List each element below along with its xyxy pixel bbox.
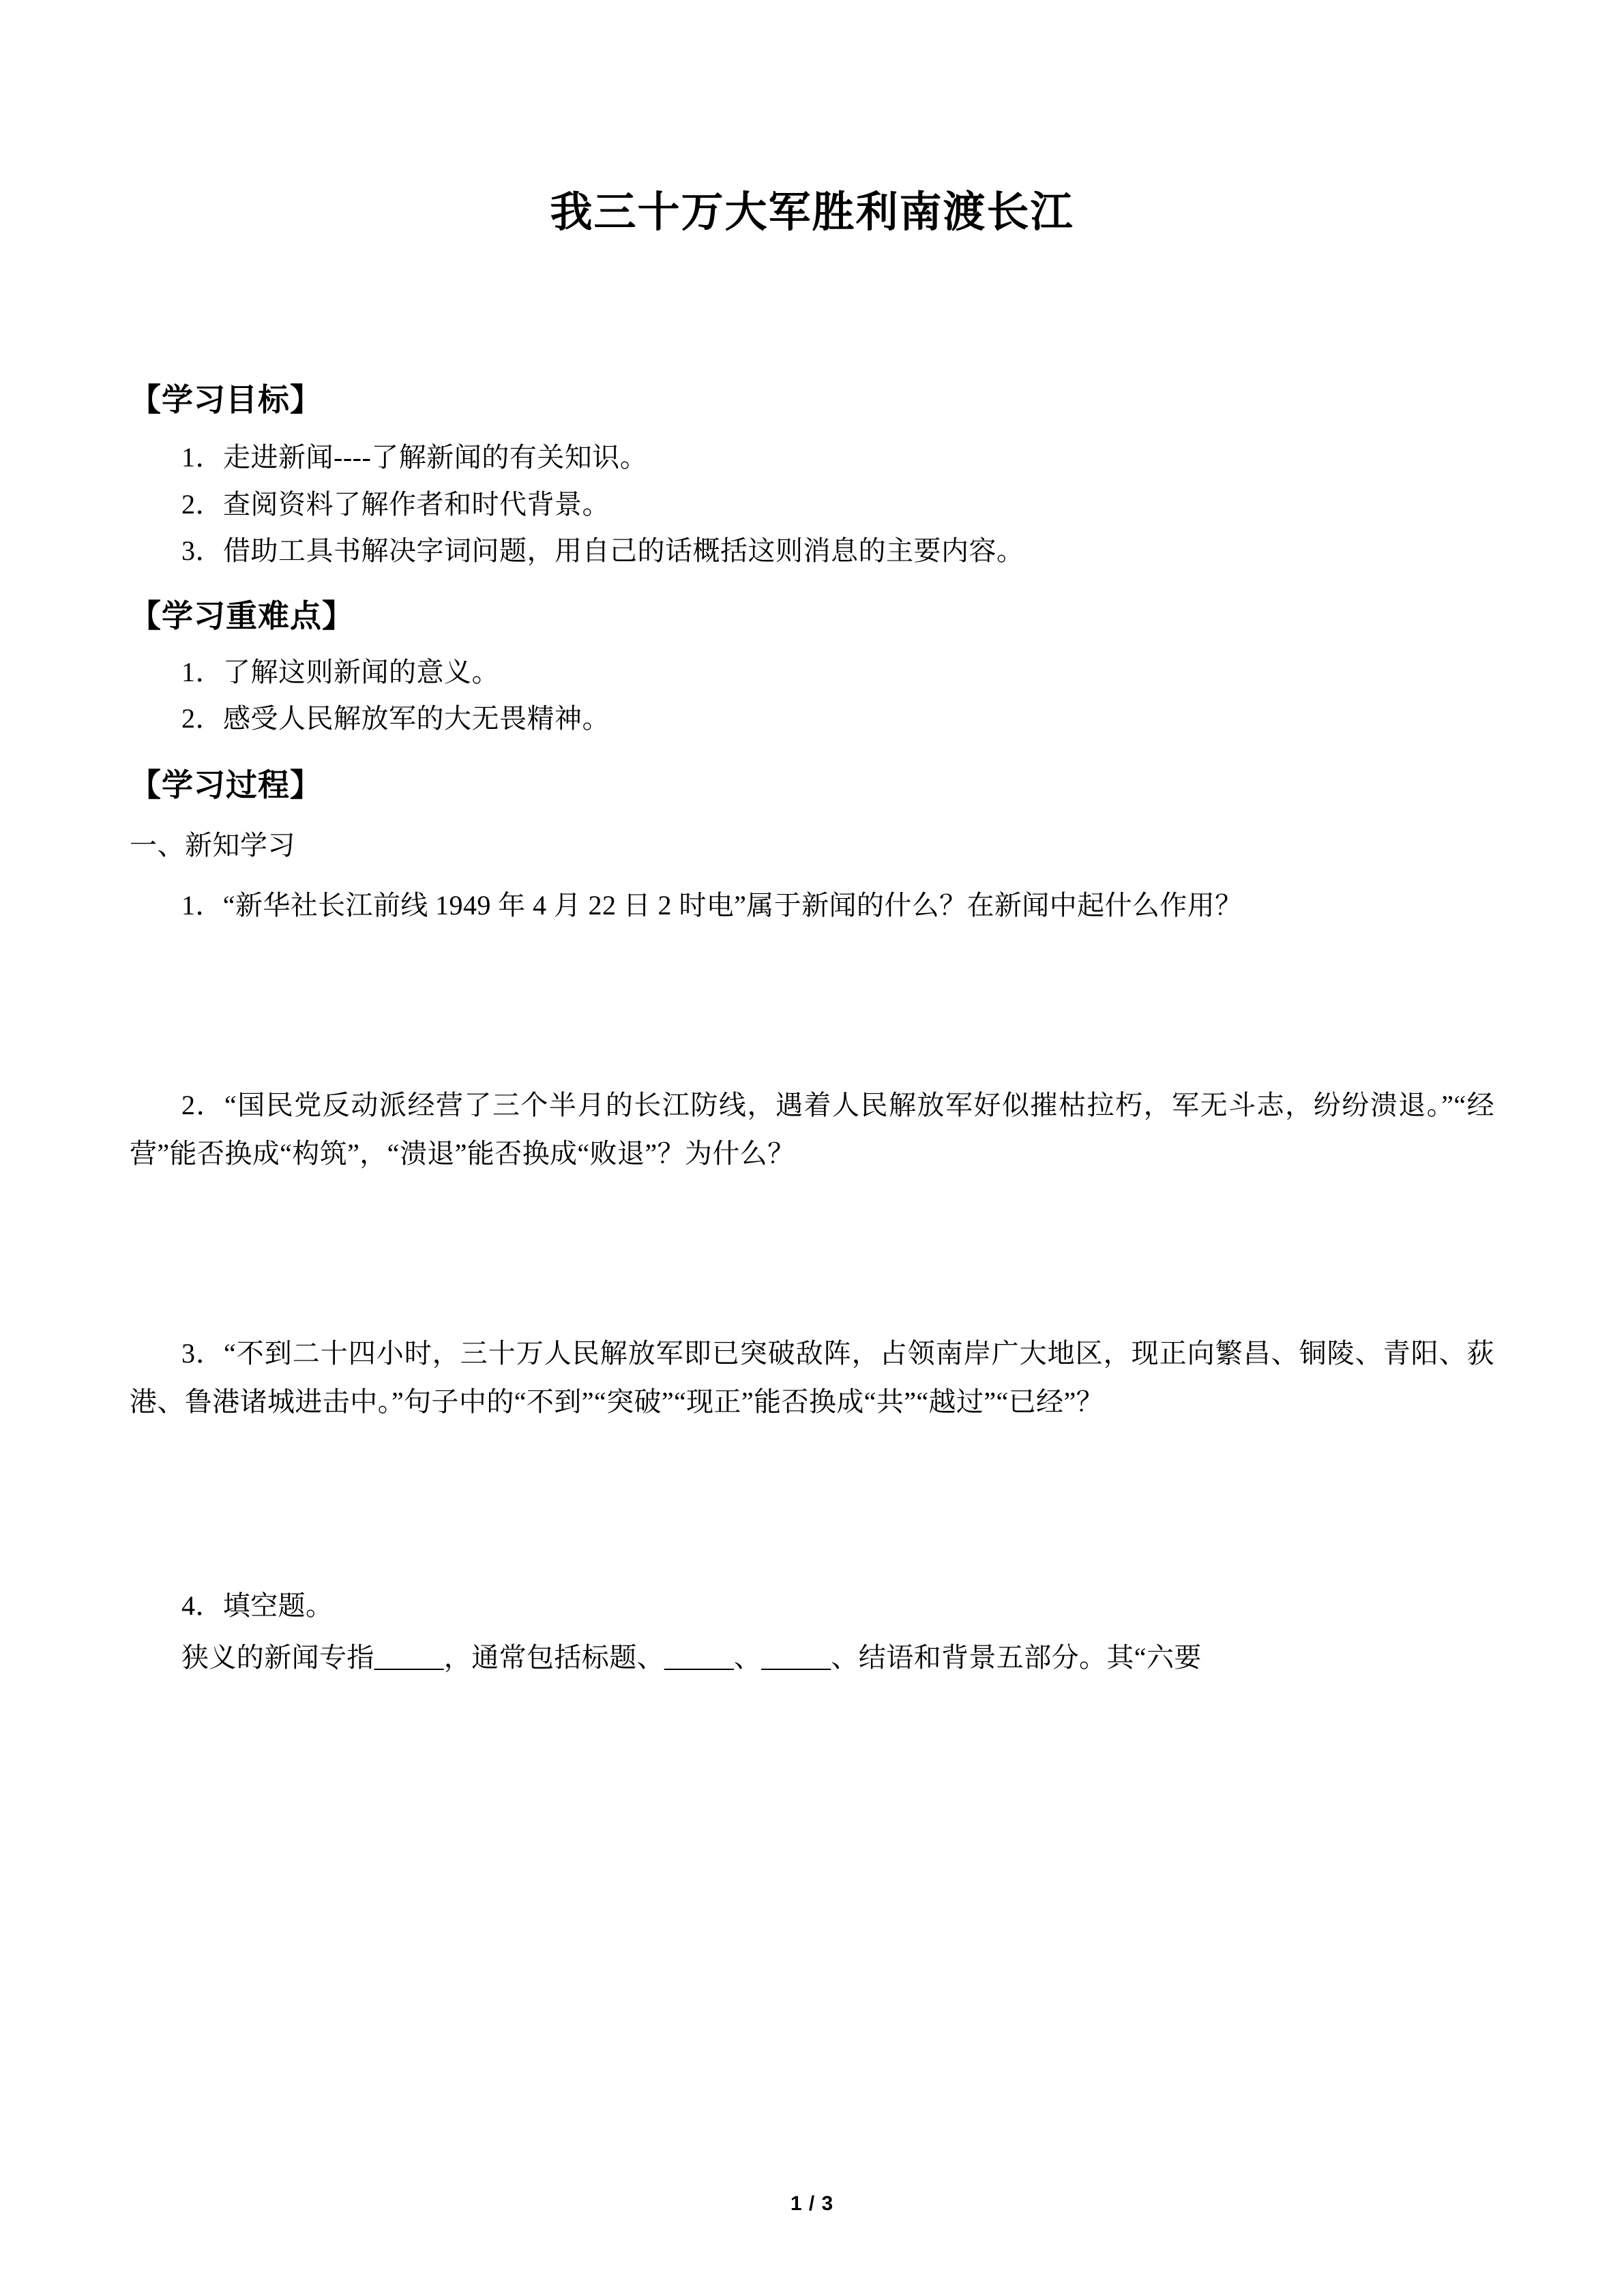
question-1: 1．“新华社长江前线 1949 年 4 月 22 日 2 时电”属于新闻的什么？在新闻中起什么作用？ [181,889,1243,921]
section-heading-objectives: 【学习目标】 [130,382,322,418]
list-item: 1．了解这则新闻的意义。 [181,656,499,687]
page-title: 我三十万大军胜利南渡长江 [550,189,1074,236]
list-item: 3．借助工具书解决字词问题，用自己的话概括这则消息的主要内容。 [181,535,1024,567]
page-number: 1 / 3 [790,2192,834,2215]
list-item: 2．查阅资料了解作者和时代背景。 [181,488,610,520]
objectives-list [130,434,1494,575]
section-heading-keypoints: 【学习重难点】 [130,598,354,634]
question-2: 2．“国民党反动派经营了三个半月的长江防线，遇着人民解放军好似摧枯拉朽，军无斗志，纷纷溃退。”“经营”能否换成“构筑”，“溃退”能否换成“败退”？为什么？ [130,1089,1494,1169]
question-4: 4．填空题。 [181,1590,334,1622]
list-item: 1．走进新闻----了解新闻的有关知识。 [181,441,648,473]
question-4-fill-blank: 狭义的新闻专指_____，通常包括标题、_____、_____、结语和背景五部分。其“六要 [181,1641,1202,1673]
section-heading-process: 【学习过程】 [130,767,322,803]
process-subheading: 一、新知学习 [130,829,295,861]
keypoints-list [130,649,1494,743]
question-3: 3．“不到二十四小时，三十万人民解放军即已突破敌阵，占领南岸广大地区，现正向繁昌、铜陵、青阳、荻港、鲁港诸城进击中。”句子中的“不到”“突破”“现正”能否换成“共”“越过”“已经”？ [130,1338,1494,1418]
list-item: 2．感受人民解放军的大无畏精神。 [181,703,610,734]
